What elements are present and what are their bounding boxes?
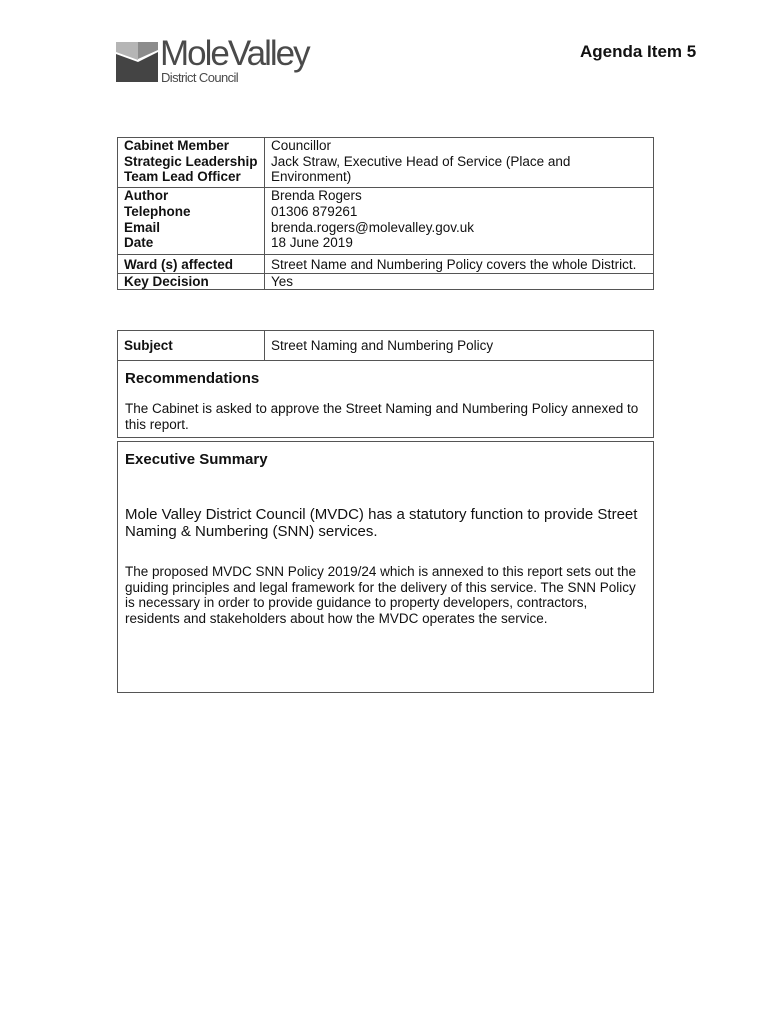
info-label: Date [118,235,265,254]
info-row-key-decision [118,273,654,290]
mole-valley-logo-icon [116,42,158,82]
info-label: Telephone [118,204,265,220]
info-label: Email [118,220,265,236]
info-row-telephone [118,204,654,220]
report-info-table [117,137,654,290]
info-value: Jack Straw, Executive Head of Service (Place and Environment) [271,153,571,185]
recommendations-heading: Recommendations [125,370,260,387]
subject-table [117,330,654,361]
info-row-cabinet-member [118,138,654,154]
recommendations-section [117,360,654,438]
info-value: 18 June 2019 [271,235,353,251]
info-value: brenda.rogers@molevalley.gov.uk [271,219,475,235]
info-row-author [118,188,654,204]
subject-row [118,331,654,361]
subject-label: Subject [118,331,265,361]
info-value: Yes [265,273,654,290]
info-value: Brenda Rogers [265,188,654,204]
subject-value: Street Naming and Numbering Policy [271,337,494,353]
info-label: Cabinet Member [118,138,265,154]
executive-summary-body: The proposed MVDC SNN Policy 2019/24 which is annexed to this report sets out the guiding principles and legal framework for the delivery of this service. The SNN Policy is necessary in order to provide guidance to property developers, contractors, residents and stakeholders about how the MVDC operates the service. [125,564,637,627]
info-row-ward [118,254,654,273]
info-label: Key Decision [118,273,265,290]
recommendations-text: The Cabinet is asked to approve the Street Naming and Numbering Policy annexed to this report. [125,401,639,432]
info-value: Councillor [271,138,332,153]
info-label: Strategic Leadership Team Lead Officer [118,154,265,188]
council-logo [116,34,309,88]
info-row-lead-officer [118,154,654,188]
info-label: Author [118,188,265,204]
info-row-email [118,220,654,236]
info-value: Street Name and Numbering Policy covers the whole District. [265,254,654,273]
agenda-item-title: Agenda Item 5 [580,42,697,61]
info-row-date [118,235,654,254]
info-label: Ward (s) affected [118,254,265,273]
executive-summary-heading: Executive Summary [125,451,268,468]
logo-subtitle: District Council [161,70,239,85]
info-value: 01306 879261 [271,203,358,219]
executive-summary-section [117,441,654,693]
logo-wordmark: MoleValley [160,34,309,73]
executive-summary-intro: Mole Valley District Council (MVDC) has a statutory function to provide Street Naming & Numbering (SNN) services. [125,506,638,540]
